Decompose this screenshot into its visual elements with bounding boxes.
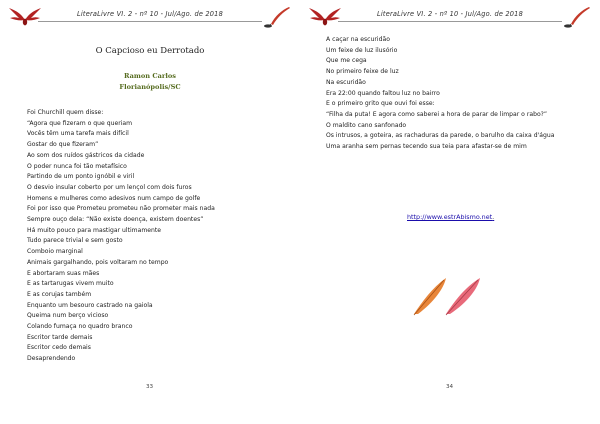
poem-line: No primeiro feixe de luz — [326, 68, 399, 76]
poem-line: Animais gargalhando, pois voltaram no tempo — [27, 258, 169, 266]
poem-line: “Filha da puta! E agora como saberei a hora de parar de limpar o rabo?” — [326, 110, 548, 118]
poem-line: Os intrusos, a goteira, as rachaduras da parede, o barulho da caixa d'água — [326, 132, 555, 140]
poem-line: E as corujas também — [27, 290, 92, 298]
website-link-suffix: . — [492, 213, 495, 221]
page-number-left: 33 — [146, 384, 154, 390]
poem-line: Desaprendendo — [27, 355, 76, 363]
header-rule — [338, 21, 562, 22]
header-text: LiteraLivre VI. 2 - nº 10 - Jul/Ago. de 2018 — [377, 10, 523, 18]
poem-line: O desvio insular coberto por um lençol com dois furos — [27, 183, 192, 191]
page-header — [308, 6, 592, 28]
poem-line: Colando fumaça no quadro branco — [27, 323, 133, 331]
poem-line: Escritor tarde demais — [27, 333, 93, 341]
poem-line: Partindo de um ponto ignóbil e viril — [27, 173, 135, 181]
quill-ink-icon — [562, 6, 592, 28]
poem-lines-right — [326, 35, 554, 153]
poem-line: O poder nunca foi tão metafísico — [27, 162, 127, 170]
poem-place: Florianópolis/SC — [119, 83, 181, 91]
winged-bird-logo-icon — [308, 6, 342, 28]
poem-line: Ao som dos ruídos gástricos da cidade — [27, 151, 145, 159]
poem-line: Queima num berço vicioso — [27, 312, 109, 320]
winged-bird-logo-icon — [8, 6, 42, 28]
poem-line: E as tartarugas vivem muito — [27, 280, 114, 288]
poem-line: Era 22:00 quando faltou luz no bairro — [326, 89, 440, 97]
page-number-right: 34 — [446, 384, 454, 390]
poem-line: Um feixe de luz ilusório — [326, 46, 398, 54]
poem-line: Que me cega — [326, 57, 367, 65]
poem-line: Enquanto um besouro castrado na gaiola — [27, 301, 153, 309]
poem-line: O maldito cano sanfonado — [326, 121, 407, 129]
poem-title: O Capcioso eu Derrotado — [95, 46, 205, 56]
page-header — [8, 6, 292, 28]
poem-line: Foi Churchill quem disse: — [27, 109, 104, 116]
poem-line: Vocês têm uma tarefa mais difícil — [27, 130, 129, 138]
poem-lines-left — [27, 108, 215, 365]
website-link[interactable] — [407, 213, 494, 221]
page-right — [300, 0, 600, 424]
poem-line: Tudo parece trivial e sem gosto — [27, 237, 123, 245]
header-rule — [38, 21, 262, 22]
poem-line: E o primeiro grito que ouvi foi esse: — [326, 100, 435, 108]
quill-ink-icon — [262, 6, 292, 28]
website-link-text[interactable]: http://www.estrAbismo.net — [407, 213, 493, 221]
poem-line: Sempre ouço dela: “Não existe doença, existem doentes” — [27, 216, 204, 224]
poem-line: Homens e mulheres como adesivos num campo de golfe — [27, 194, 201, 202]
poem-line: Foi por isso que Prometeu prometeu não prometer mais nada — [27, 205, 215, 213]
poem-line: Uma aranha sem pernas tecendo sua teia para afastar-se de mim — [326, 143, 527, 151]
poem-line: Comboio marginal — [27, 248, 83, 256]
poem-line: “Agora que fizeram o que queriam — [27, 119, 133, 127]
poem-author: Ramon Carlos — [124, 72, 176, 80]
poem-line: Escritor cedo demais — [27, 344, 91, 352]
poem-line: A caçar na escuridão — [326, 36, 390, 43]
poem-line: Há muito pouco para mastigar ultimamente — [27, 226, 162, 234]
two-feathers-icon — [410, 272, 486, 316]
poem-line: Gostar do que fizeram” — [27, 141, 99, 149]
header-text: LiteraLivre VI. 2 - nº 10 - Jul/Ago. de 2018 — [77, 10, 223, 18]
poem-line: E abortaram suas mães — [27, 269, 100, 277]
poem-line: Na escuridão — [326, 78, 366, 86]
